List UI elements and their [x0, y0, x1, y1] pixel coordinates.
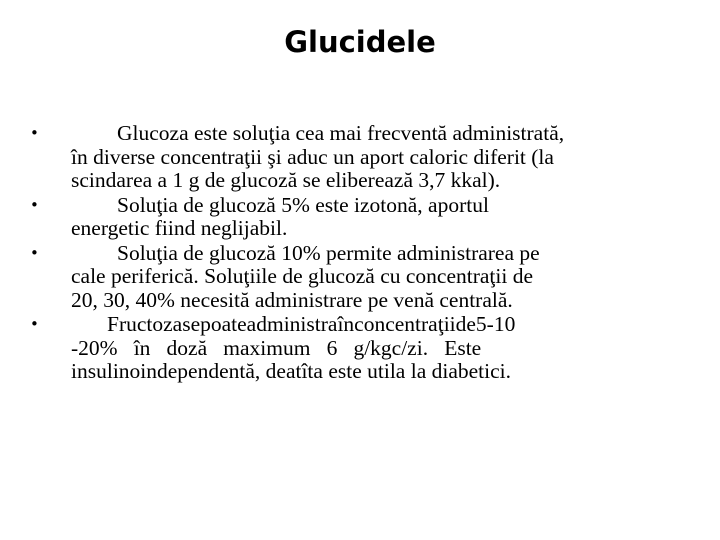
- bullet-item-fructoza: [30, 313, 675, 384]
- bullet-line: în diverse concentraţii şi aduc un aport caloric diferit (la: [71, 144, 554, 169]
- bullet-list: [30, 122, 675, 385]
- bullet-line: scindarea a 1 g de glucoză se eliberează 3,7 kkal).: [71, 168, 501, 192]
- bullet-line: 20, 30, 40% necesită administrare pe venă centrală.: [71, 287, 513, 312]
- bullet-line: Soluţia de glucoză 10% permite administrarea pe: [117, 240, 540, 265]
- bullet-item-glucoza: [30, 122, 675, 193]
- bullet-line: -20% în doză maximum 6 g/kgc/zi. Este: [71, 335, 482, 360]
- bullet-line: insulinoindependentă, deatîta este utila la diabetici.: [71, 359, 512, 383]
- bullet-item-glucoza-10: [30, 242, 675, 313]
- bullet-marker-icon: •: [30, 124, 39, 142]
- bullet-line: Soluţia de glucoză 5% este izotonă, aportul: [117, 192, 489, 217]
- bullet-line: Fructozasepoateadministraînconcentraţiide5-10: [107, 312, 516, 336]
- bullet-line: cale periferică. Soluţiile de glucoză cu concentraţii de: [71, 264, 534, 288]
- bullet-item-glucoza-5: [30, 194, 675, 241]
- bullet-marker-icon: •: [30, 243, 39, 262]
- bullet-line: energetic fiind neglijabil.: [71, 216, 288, 240]
- slide-title: Glucidele: [284, 25, 436, 59]
- bullet-marker-icon: •: [30, 315, 39, 333]
- bullet-marker-icon: •: [30, 195, 39, 214]
- bullet-line: Glucoza este soluţia cea mai frecventă administrată,: [117, 121, 565, 145]
